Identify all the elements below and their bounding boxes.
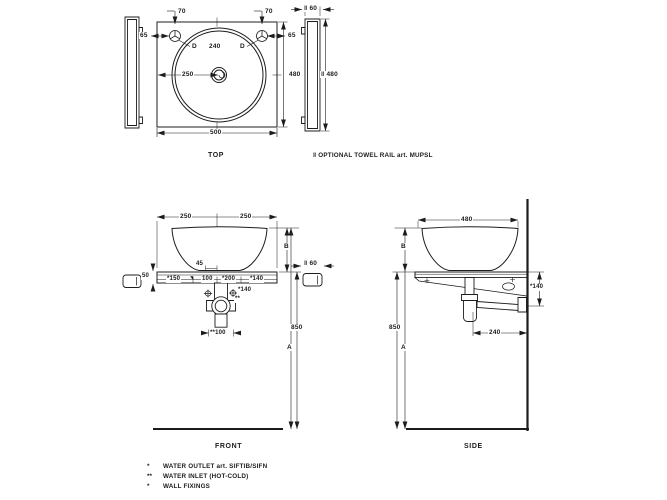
- dim-front-overall-height: A: [287, 344, 292, 351]
- view-title-side: SIDE: [464, 443, 483, 450]
- dim-front-bowl-height: B: [284, 243, 289, 250]
- trap-front: [207, 283, 236, 327]
- dim-drain-offset: 45: [196, 261, 204, 267]
- dim-side-trap-to-wall: 240: [489, 329, 501, 336]
- dim-front-shelf-height: 850: [291, 324, 303, 331]
- dim-side-overall-height: A: [401, 344, 406, 351]
- legend-symbol: **: [147, 473, 152, 481]
- bowl-front: [172, 227, 267, 271]
- legend-row: [147, 483, 267, 491]
- legend-row: [147, 463, 267, 471]
- legend-symbol: *: [147, 463, 150, 470]
- dim-rail-section-width: ‖ 60: [304, 260, 318, 267]
- wall-fixing-symbol: [204, 290, 212, 298]
- dim-rail-width: ‖ 60: [304, 5, 318, 12]
- towel-rail-front-profile: [291, 7, 334, 132]
- side-view-linework: [393, 199, 545, 431]
- dim-side-outlet-drop: *140: [530, 284, 544, 290]
- towel-rail-section-mid: [291, 266, 334, 286]
- legend-text: WATER INLET (HOT-COLD): [163, 473, 249, 481]
- dim-outlet-spacing: **100: [210, 330, 226, 336]
- dim-fix-b: 100: [202, 276, 213, 282]
- dim-top-depth: 480: [289, 71, 301, 78]
- legend: [147, 463, 267, 493]
- view-title-front: FRONT: [215, 443, 243, 450]
- dim-fix-a: *150: [167, 276, 181, 282]
- front-view-linework: [123, 214, 334, 430]
- dim-top-width: 500: [210, 129, 222, 136]
- legend-symbol: *: [147, 483, 150, 491]
- dim-fix-c: *200: [222, 276, 236, 282]
- shelf-side: [415, 272, 528, 278]
- dim-side-depth: 480: [461, 216, 473, 223]
- dim-front-half-left: 250: [180, 213, 192, 220]
- hole-mark-right: D: [240, 43, 245, 50]
- dim-holes-spacing: 240: [209, 43, 221, 50]
- dim-hole-top-left: 70: [178, 8, 186, 15]
- dim-front-half-right: 250: [240, 213, 252, 220]
- dim-edge-left: 65: [140, 32, 148, 39]
- dim-side-shelf-height: 850: [389, 324, 401, 331]
- dim-side-bowl-height: B: [401, 243, 406, 250]
- view-title-top: TOP: [208, 152, 225, 159]
- dim-inlet-drop: *140: [238, 287, 252, 293]
- dim-drain-from-edge: 250: [182, 71, 194, 78]
- towel-rail-section-left: [123, 275, 141, 288]
- towel-rail-note: ‖ OPTIONAL TOWEL RAIL art. MUPSL: [313, 152, 433, 159]
- bowl-side: [422, 227, 518, 271]
- legend-text: WALL FIXINGS: [163, 483, 211, 491]
- dim-fix-d: *140: [250, 276, 264, 282]
- dim-hole-top-right: 70: [265, 8, 273, 15]
- top-view-linework: [151, 11, 288, 137]
- legend-row: [147, 473, 267, 481]
- hole-mark-left: D: [192, 43, 197, 50]
- dim-rail-height: ‖ 480: [321, 71, 338, 78]
- inlet-mark: **: [235, 296, 241, 302]
- legend-text: WATER OUTLET art. SIFTIB/SIFN: [163, 463, 268, 470]
- dim-edge-right: 65: [288, 32, 296, 39]
- dim-shelf-thickness: 50: [142, 273, 150, 279]
